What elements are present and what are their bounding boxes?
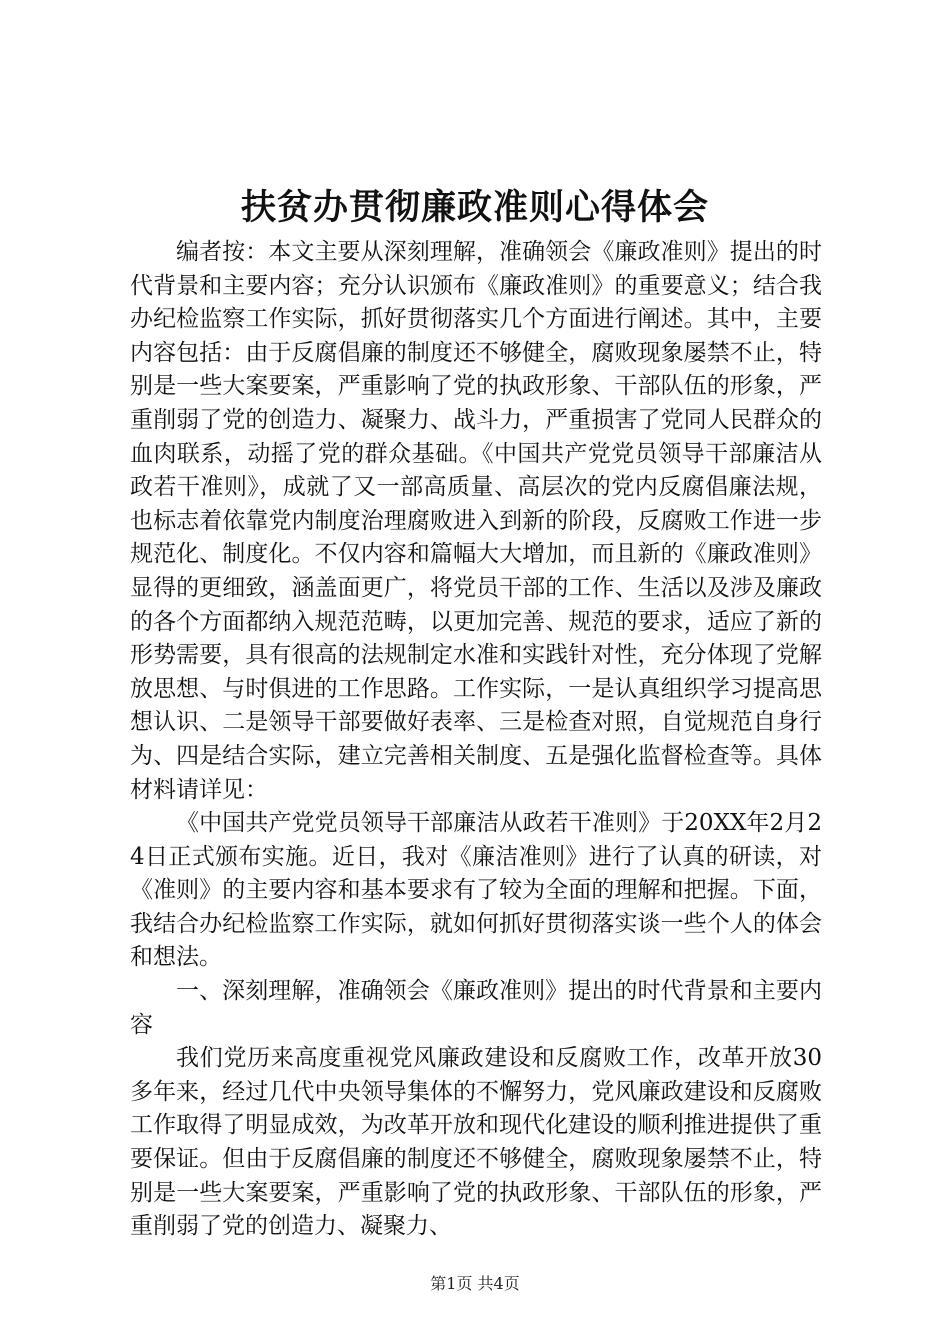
page-footer: 第1页 共4页: [430, 1274, 520, 1293]
document-title: 扶贫办贯彻廉政准则心得体会: [240, 187, 709, 228]
document-body: [130, 236, 822, 1244]
paragraph-section-one: 我们党历来高度重视党风廉政建设和反腐败工作，改革开放30多年来，经过几代中央领导集体的不懈努力，党风廉政建设和反腐败工作取得了明显成效，为改革开放和现代化建设的顺利推进提供了重要保证。但由于反腐倡廉的制度还不够健全，腐败现象屡禁不止，特别是一些大案要案，严重影响了党的执政形象、干部队伍的形象，严重削弱了党的创造力、凝聚力、: [130, 1045, 822, 1240]
paragraph-editor-note: 编者按：本文主要从深刻理解，准确领会《廉政准则》提出的时代背景和主要内容；充分认识颁布《廉政准则》的重要意义；结合我办纪检监察工作实际，抓好贯彻落实几个方面进行阐述。其中，主要内容包括：由于反腐倡廉的制度还不够健全，腐败现象屡禁不止，特别是一些大案要案，严重影响了党的执政形象、干部队伍的形象，严重削弱了党的创造力、凝聚力、战斗力，严重损害了党同人民群众的血肉联系，动摇了党的群众基础。《中国共产党党员领导干部廉洁从政若干准则》，成就了又一部高质量、高层次的党内反腐倡廉法规，也标志着依靠党内制度治理腐败进入到新的阶段，反腐败工作进一步规范化、制度化。不仅内容和篇幅大大增加，而且新的《廉政准则》显得的更细致，涵盖面更广，将党员干部的工作、生活以及涉及廉政的各个方面都纳入规范范畴，以更加完善、规范的要求，适应了新的形势需要，具有很高的法规制定水准和实践针对性，充分体现了党解放思想、与时俱进的工作思路。工作实际，一是认真组织学习提高思想认识、二是领导干部要做好表率、三是检查对照，自觉规范自身行为、四是结合实际，建立完善相关制度、五是强化监督检查等。具体材料请详见：: [130, 239, 822, 803]
section-heading-one: 一、深刻理解，准确领会《廉政准则》提出的时代背景和主要内容: [130, 978, 822, 1038]
paragraph-intro: 《中国共产党党员领导干部廉洁从政若干准则》于20XX年2月24日正式颁布实施。近日，我对《廉洁准则》进行了认真的研读，对《准则》的主要内容和基本要求有了较为全面的理解和把握。下面，我结合办纪检监察工作实际，就如何抓好贯彻落实谈一些个人的体会和想法。: [130, 810, 822, 971]
